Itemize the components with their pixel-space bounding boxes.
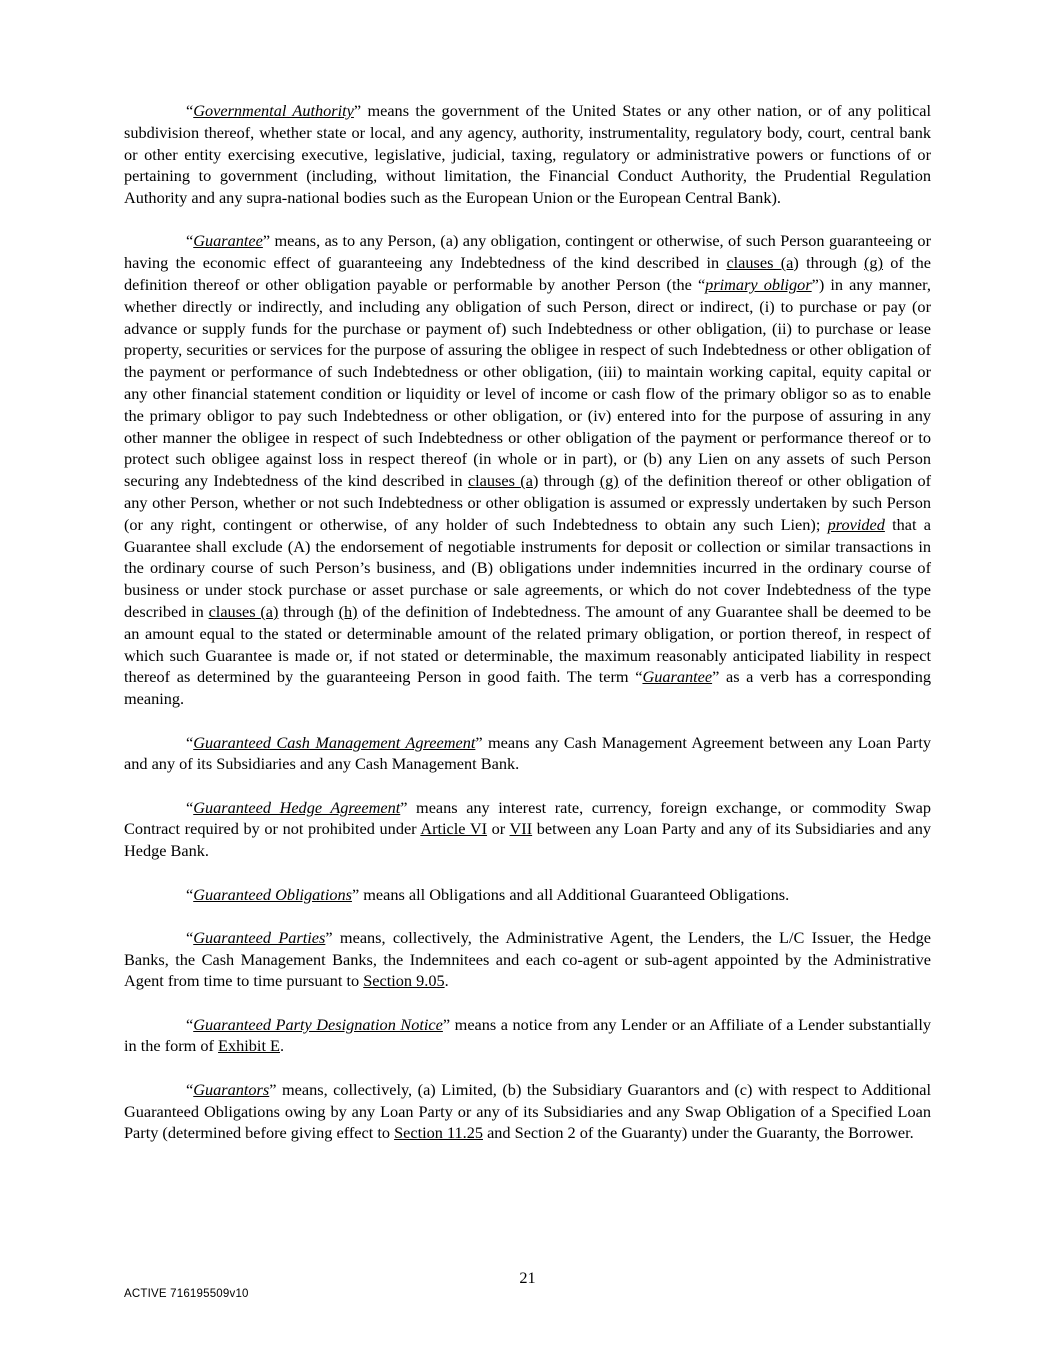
defined-term: Guaranteed Cash Management Agreement bbox=[193, 732, 476, 752]
defined-term: Guaranteed Hedge Agreement bbox=[193, 797, 401, 817]
body-text: that a Guarantee shall exclude (A) the endorsement of negotiable instruments for deposit or collection or similar transactions in the ordinary course of such Person’s business, and (B) obligations under indemnities incurred in the ordinary course of business or under stock purchase or asset purchase or sale agreements, or which do not cover Indebtedness of the type described in bbox=[124, 514, 931, 622]
body-text: ” means any interest rate, currency, foreign exchange, or commodity Swap Contract required by or not prohibited under bbox=[124, 797, 931, 839]
body-text: of the definition of Indebtedness. The amount of any Guarantee shall be deemed to be an amount equal to the stated or determinable amount of the related primary obligation, or portion thereof, in respect of which such Guarantee is made or, if not stated or determinable, the maximum reasonably anticipated liability in respect thereof as determined by the guaranteeing Person in good faith. The term “ bbox=[124, 602, 932, 687]
body-text: . bbox=[444, 971, 449, 991]
defined-term: Guarantors bbox=[193, 1079, 270, 1099]
body-text: between any Loan Party and any of its Subsidiaries and any Hedge Bank. bbox=[124, 819, 931, 861]
body-text: . bbox=[280, 1036, 285, 1056]
defined-term: provided bbox=[827, 514, 885, 534]
document-id: ACTIVE 716195509v10 bbox=[124, 1288, 249, 1300]
definition-paragraph bbox=[124, 1079, 931, 1144]
body-text: “ bbox=[186, 927, 194, 947]
body-text: ” means all Obligations and all Additional Guaranteed Obligations. bbox=[351, 884, 790, 904]
body-text: “ bbox=[186, 732, 194, 752]
body-text: ” as a verb has a corresponding meaning. bbox=[124, 667, 931, 709]
definition-paragraph bbox=[124, 884, 931, 906]
body-text: ” means, as to any Person, (a) any obligation, contingent or otherwise, of such Person guaranteeing or having the economic effect of guaranteeing any Indebtedness of the kind described in bbox=[124, 231, 931, 273]
definition-paragraph bbox=[124, 230, 931, 710]
cross-reference: (g) bbox=[864, 253, 883, 273]
cross-reference: VII bbox=[509, 819, 533, 839]
cross-reference: clauses (a) bbox=[208, 602, 279, 622]
defined-term: Governmental Authority bbox=[193, 101, 354, 120]
cross-reference: (g) bbox=[599, 471, 619, 491]
definition-paragraph bbox=[124, 1014, 931, 1058]
defined-term: Guarantee bbox=[193, 231, 263, 251]
body-text: ”) in any manner, whether directly or indirectly, and including any obligation of such Person, direct or indirect, (i) to purchase or pay (or advance or supply funds for the purchase or payment of) such Indebtedness or other obligation, (ii) to purchase or lease property, securities or services for the purpose of assuring the obligee in respect of such Indebtedness or other obligation of the payment or performance of such Indebtedness or other obligation, (iii) to maintain working capital, equity capital or any other financial statement condition or liquidity or level of income or cash flow of the primary obligor so as to enable the primary obligor to pay such Indebtedness or other obligation, or (iv) entered into for the purpose of assuring in any other manner the obligee in respect of such Indebtedness or other obligation of the payment or performance thereof or to protect such obligee against loss in respect thereof (in whole or in part), or (b) any Lien on any assets of such Person securing any Indebtedness of the kind described in bbox=[124, 275, 931, 491]
body-text: ) through bbox=[793, 253, 865, 273]
body-text: “ bbox=[186, 797, 194, 817]
document-body bbox=[124, 100, 931, 1166]
body-text: ) through bbox=[532, 471, 600, 491]
cross-reference: Article VI bbox=[420, 819, 488, 839]
body-text: or bbox=[487, 819, 510, 839]
body-text: “ bbox=[186, 101, 194, 120]
definition-paragraph bbox=[124, 797, 931, 862]
body-text: “ bbox=[186, 1079, 194, 1099]
defined-term: Guaranteed Obligations bbox=[193, 884, 352, 904]
cross-reference: Section 9.05 bbox=[363, 971, 445, 991]
defined-term: primary obligor bbox=[705, 275, 812, 295]
definition-paragraph bbox=[124, 100, 931, 209]
body-text: and Section 2 of the Guaranty) under the Guaranty, the Borrower. bbox=[483, 1123, 914, 1143]
cross-reference: (h) bbox=[338, 602, 358, 622]
defined-term: Guaranteed Party Designation Notice bbox=[193, 1014, 443, 1034]
definition-paragraph bbox=[124, 732, 931, 776]
body-text: “ bbox=[186, 1014, 194, 1034]
body-text: ” means, collectively, (a) Limited, (b) the Subsidiary Guarantors and (c) with respect to Additional Guaranteed Obligations owing by any Loan Party or any of its Subsidiaries and any Swap Obligation of a Specified Loan Party (determined before giving effect to bbox=[124, 1079, 931, 1143]
body-text: ” means, collectively, the Administrative Agent, the Lenders, the L/C Issuer, the Hedge Banks, the Cash Management Banks, the Indemnitees and each co-agent or sub-agent appointed by the Administrative Agent from time to time pursuant to bbox=[124, 927, 932, 991]
defined-term: Guarantee bbox=[642, 667, 713, 687]
cross-reference: clauses (a bbox=[467, 471, 533, 491]
definition-paragraph bbox=[124, 927, 931, 992]
body-text: ” means a notice from any Lender or an Affiliate of a Lender substantially in the form of bbox=[124, 1014, 932, 1056]
defined-term: Guaranteed Parties bbox=[193, 927, 326, 947]
body-text: of the definition thereof or other obligation of any other Person, whether or not such Indebtedness or other obligation is assumed or expressly undertaken by such Person (or any right, contingent or otherwise, of any holder of such Indebtedness to obtain any such Lien); bbox=[124, 471, 932, 534]
cross-reference: clauses (a bbox=[726, 253, 794, 273]
cross-reference: Exhibit E bbox=[218, 1036, 280, 1056]
page-number: 21 bbox=[519, 1268, 536, 1287]
body-text: ” means any Cash Management Agreement between any Loan Party and any of its Subsidiaries and any Cash Management Bank. bbox=[124, 732, 931, 774]
body-text: “ bbox=[186, 884, 194, 904]
body-text: through bbox=[278, 602, 339, 622]
body-text: of the definition thereof or other obligation payable or performable by another Person (the “ bbox=[124, 253, 932, 295]
body-text: ” means the government of the United States or any other nation, or of any political subdivision thereof, whether state or local, and any agency, authority, instrumentality, regulatory body, court, central bank or other entity exercising executive, legislative, judicial, taxing, regulatory or administrative powers or functions of or pertaining to government (including, without limitation, the Financial Conduct Authority, the Prudential Regulation Authority and any supra-national bodies such as the European Union or the European Central Bank). bbox=[124, 101, 931, 208]
cross-reference: Section 11.25 bbox=[394, 1123, 483, 1143]
body-text: “ bbox=[186, 231, 194, 251]
